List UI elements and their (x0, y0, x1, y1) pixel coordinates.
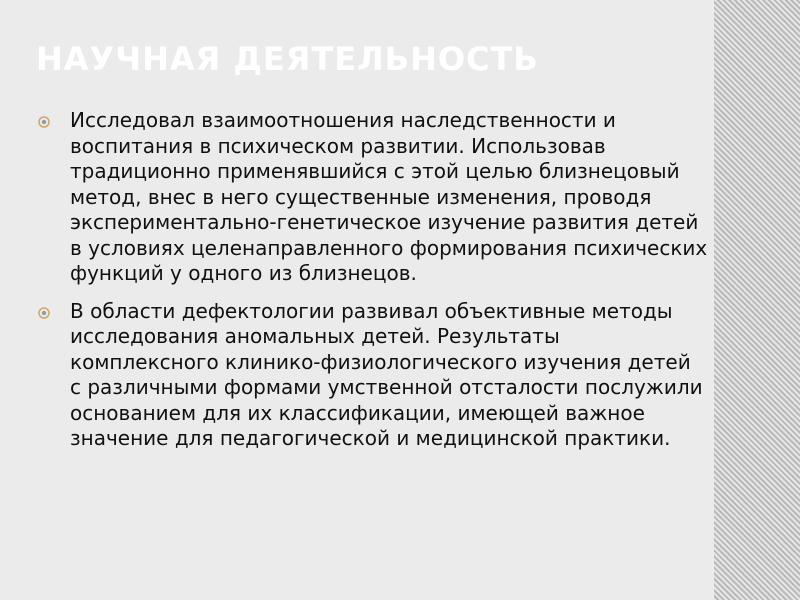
bullet-text: Исследовал взаимоотношения наследственности и воспитания в психическом развитии. Использовав традиционно применявшийся с этой целью близнецовый метод, внес в него существенные изменения, проводя экспериментально-генетическое изучение развития детей в условиях целенаправленного формирования психических функций у одного из близнецов. (70, 108, 708, 285)
bullet-list (38, 108, 708, 464)
decorative-side-stripe (714, 0, 800, 600)
slide-title: НАУЧНАЯ ДЕЯТЕЛЬНОСТЬ (36, 40, 539, 78)
bullet-item (38, 108, 708, 287)
circle-bullet-icon (38, 116, 50, 128)
circle-bullet-icon (38, 307, 50, 319)
bullet-item (38, 299, 708, 452)
bullet-text: В области дефектологии развивал объективные методы исследования аномальных детей. Результаты комплексного клинико-физиологического изучения детей с различными формами умственной отсталости послужили основанием для их классификации, имеющей важное значение для педагогической и медицинской практики. (70, 298, 703, 450)
